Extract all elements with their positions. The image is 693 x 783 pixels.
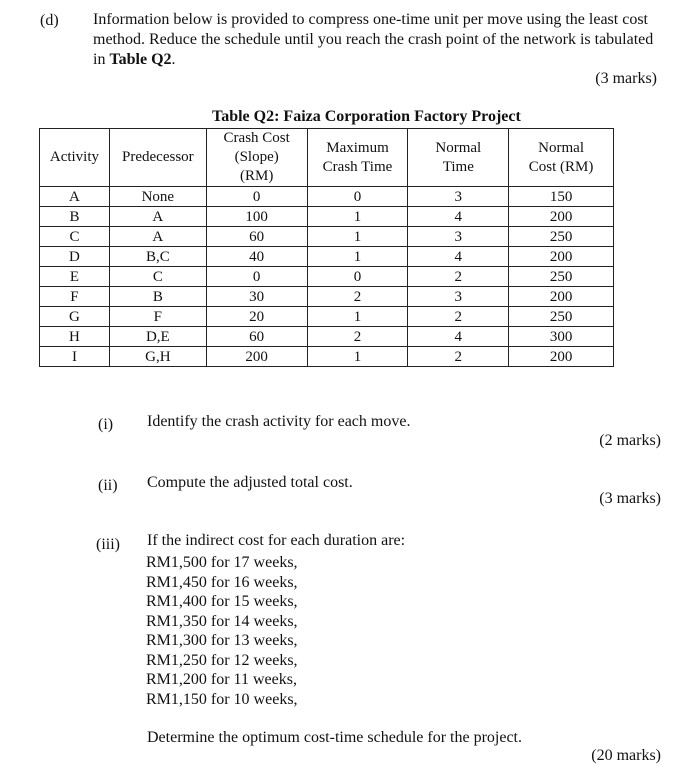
intro-marks: (3 marks) <box>595 70 657 87</box>
list-item: RM1,200 for 11 weeks, <box>146 671 297 688</box>
table-row: F B 30 2 3 200 <box>40 287 614 307</box>
table-row: E C 0 0 2 250 <box>40 267 614 287</box>
intro-lead: Information below is provided to compress one-time unit per move using the least cost method. Reduce the schedule until you reach the crash point of the network is tabulated in <box>93 11 654 68</box>
list-item: RM1,400 for 15 weeks, <box>146 593 298 610</box>
table-row: I G,H 200 1 2 200 <box>40 347 614 367</box>
header-max-crash-time: Maximum Crash Time <box>307 129 408 187</box>
list-item: RM1,150 for 10 weeks, <box>146 690 298 708</box>
header-normal-time: Normal Time <box>408 129 509 187</box>
header-crash-cost: Crash Cost (Slope) (RM) <box>206 129 307 187</box>
data-table <box>39 128 614 367</box>
table-row: G F 20 1 2 250 <box>40 307 614 327</box>
question-3-label: (iii) <box>96 536 120 553</box>
question-2-marks: (3 marks) <box>599 490 661 507</box>
section-label: (d) <box>40 12 59 29</box>
question-1-text: Identify the crash activity for each move. <box>147 413 411 430</box>
question-1-label: (i) <box>98 416 114 433</box>
intro-paragraph <box>93 10 661 70</box>
question-3-text: If the indirect cost for each duration are: <box>147 532 406 549</box>
question-3-marks: (20 marks) <box>591 747 661 764</box>
question-3-final: Determine the optimum cost-time schedule for the project. <box>147 729 522 746</box>
list-item: RM1,450 for 16 weeks, <box>146 573 298 591</box>
intro-end: . <box>171 51 176 68</box>
table-row: B A 100 1 4 200 <box>40 207 614 227</box>
table-row: C A 60 1 3 250 <box>40 227 614 247</box>
list-item: RM1,500 for 17 weeks, <box>146 554 298 571</box>
question-1-marks: (2 marks) <box>599 432 661 449</box>
intro-table-ref: Table Q2 <box>109 51 172 68</box>
question-2-label: (ii) <box>98 477 118 494</box>
question-2-text: Compute the adjusted total cost. <box>147 474 353 491</box>
header-normal-cost: Normal Cost (RM) <box>509 129 614 187</box>
table-row: A None 0 0 3 150 <box>40 187 614 207</box>
list-item: RM1,250 for 12 weeks, <box>146 651 298 669</box>
indirect-cost-list <box>146 553 298 709</box>
header-predecessor: Predecessor <box>109 129 206 187</box>
table-caption: Table Q2: Faiza Corporation Factory Project <box>212 108 521 125</box>
list-item: RM1,300 for 13 weeks, <box>146 632 298 649</box>
table-row: H D,E 60 2 4 300 <box>40 327 614 347</box>
list-item: RM1,350 for 14 weeks, <box>146 612 298 630</box>
table-header-row <box>40 129 614 187</box>
table-row: D B,C 40 1 4 200 <box>40 247 614 267</box>
header-activity: Activity <box>40 129 110 187</box>
